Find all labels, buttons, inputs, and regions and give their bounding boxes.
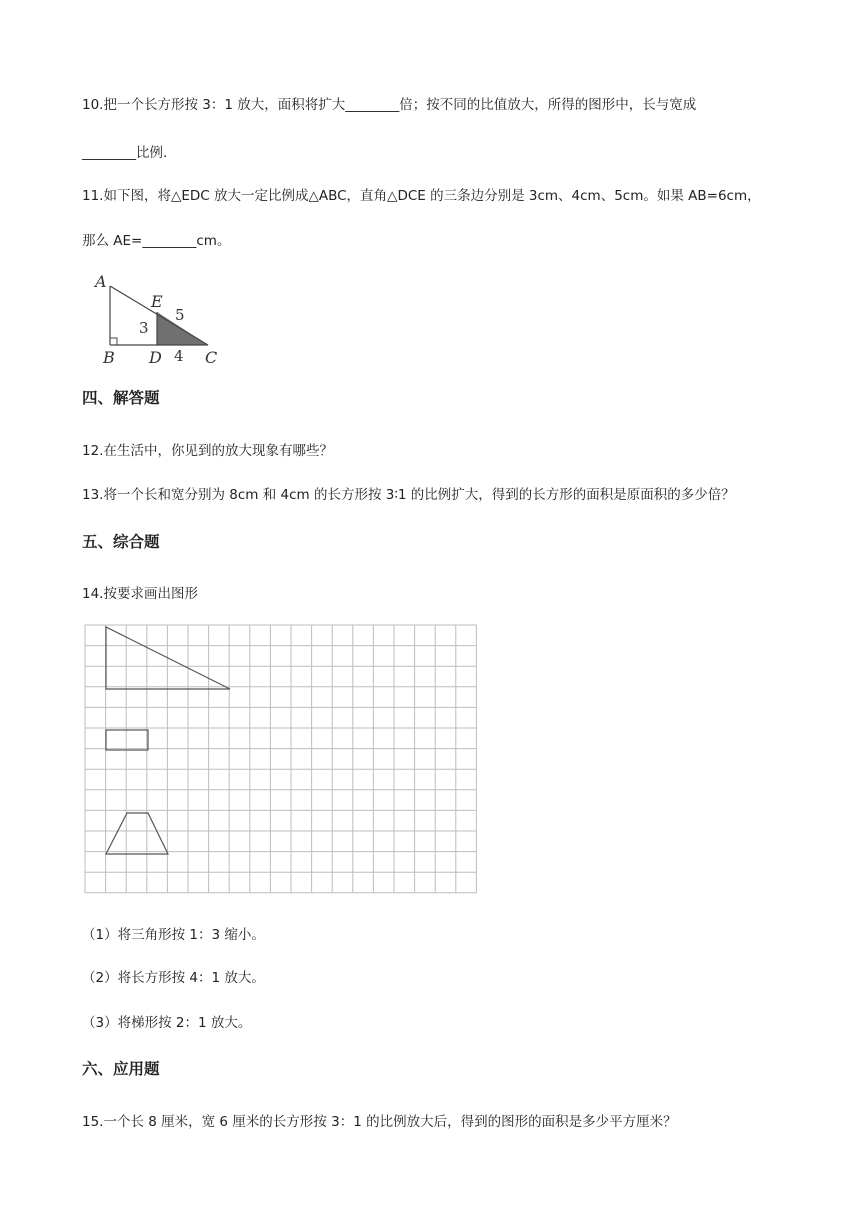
label-d: D — [149, 348, 162, 367]
label-c: C — [205, 348, 218, 367]
right-angle-mark — [110, 338, 117, 345]
label-e: E — [151, 292, 163, 311]
grid-triangle — [106, 627, 230, 689]
question-14-part-3: （3）将梯形按 2：1 放大。 — [82, 1015, 252, 1031]
question-12: 12.在生活中，你见到的放大现象有哪些？ — [82, 443, 333, 459]
section-5-title: 五、综合题 — [82, 533, 160, 551]
label-a: A — [95, 272, 107, 291]
question-11-line-1: 11.如下图，将△EDC 放大一定比例成△ABC，直角△DCE 的三条边分别是 3cm、4cm、5cm。如果 AB=6cm， — [82, 188, 761, 204]
section-6-title: 六、应用题 — [82, 1060, 160, 1078]
label-b: B — [103, 348, 115, 367]
grid-figure — [85, 625, 485, 905]
grid-rectangle — [106, 730, 148, 750]
label-side-5: 5 — [175, 306, 185, 324]
label-side-4: 4 — [174, 347, 184, 365]
question-15: 15.一个长 8 厘米，宽 6 厘米的长方形按 3：1 的比例放大后，得到的图形的面积是多少平方厘米？ — [82, 1114, 677, 1130]
question-14-part-1: （1）将三角形按 1：3 缩小。 — [82, 927, 265, 943]
section-4-title: 四、解答题 — [82, 389, 160, 407]
triangle-figure — [90, 270, 230, 370]
question-11-line-2: 那么 AE=________cm。 — [82, 233, 231, 249]
question-10-line-1: 10.把一个长方形按 3：1 放大，面积将扩大________倍；按不同的比值放大，所得的图形中，长与宽成 — [82, 97, 697, 113]
grid-trapezoid — [106, 813, 168, 854]
label-side-3: 3 — [139, 319, 149, 337]
question-14: 14.按要求画出图形 — [82, 586, 198, 602]
question-10-line-2: ________比例. — [82, 145, 168, 161]
grid-lines — [85, 625, 476, 893]
question-13: 13.将一个长和宽分别为 8cm 和 4cm 的长方形按 3∶1 的比例扩大，得到的长方形的面积是原面积的多少倍？ — [82, 487, 735, 503]
question-14-part-2: （2）将长方形按 4：1 放大。 — [82, 970, 265, 986]
